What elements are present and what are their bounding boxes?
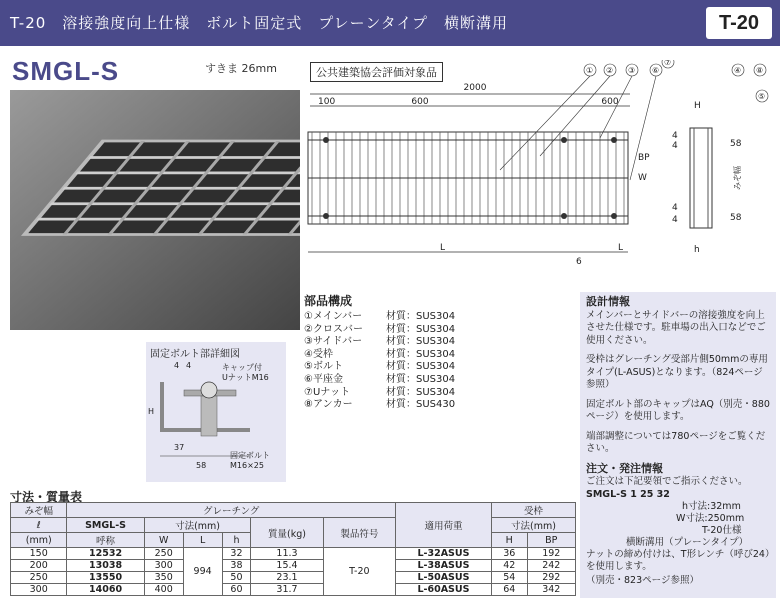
- cell-mass: 11.3: [251, 548, 323, 560]
- cell-BP: 292: [527, 572, 575, 584]
- parts-title: 部品構成: [304, 294, 353, 308]
- dim-58-a: 58: [730, 139, 742, 149]
- parts-list: [304, 292, 574, 412]
- dim-600-b: 600: [601, 97, 619, 107]
- table-row: [11, 548, 576, 560]
- callout-8: ⑧: [756, 66, 764, 75]
- cell-code: 13550: [67, 572, 144, 584]
- part-row: [304, 374, 574, 387]
- th-partno: 製品符号: [323, 518, 395, 548]
- callout-6: ⑥: [652, 66, 660, 75]
- part-row: [304, 336, 574, 349]
- label-mizohaba: みぞ幅: [733, 166, 742, 190]
- part-row: [304, 349, 574, 362]
- cell-mass: 31.7: [251, 584, 323, 596]
- callout-7: ⑦: [664, 60, 672, 67]
- bolt-detail-panel: [146, 342, 286, 482]
- part-row: [304, 387, 574, 400]
- dim-total-length: 2000: [463, 83, 487, 93]
- cell-mass: 15.4: [251, 560, 323, 572]
- cell-part: L-60ASUS: [396, 584, 492, 596]
- order-type: 横断溝用（プレーンタイプ）: [626, 536, 749, 548]
- dim-h: h: [694, 245, 700, 255]
- cell-width: 300: [11, 584, 67, 596]
- th-mm: (mm): [11, 533, 67, 548]
- technical-drawing: [300, 60, 778, 270]
- nut-info-text: ナットの締め付けは、T形レンチ（呼び24）を使用します。: [586, 548, 770, 572]
- page-title: T-20 溶接強度向上仕様 ボルト固定式 プレーンタイプ 横断溝用: [10, 14, 509, 32]
- cell-W: 300: [144, 560, 183, 572]
- th-load: 適用荷重: [396, 503, 492, 548]
- detail-bolt-size: M16×25: [230, 461, 264, 470]
- cell-code: 14060: [67, 584, 144, 596]
- table-row: [11, 572, 576, 584]
- bolt-detail-drawing: [146, 342, 286, 482]
- part-name: ⑦Uナット: [304, 386, 351, 398]
- th-sunpo: 寸法(mm): [144, 518, 251, 533]
- detail-nut-label: UナットM16: [222, 373, 269, 382]
- dim-L-2: L: [618, 243, 624, 253]
- cap-info-text: 固定ボルト部のキャップはAQ（別売・880ページ）を使用します。: [586, 398, 770, 422]
- table-row: [11, 560, 576, 572]
- part-material: 材質：SUS304: [386, 336, 456, 348]
- part-name: ①メインバー: [304, 311, 363, 322]
- dim-4-c: 4: [672, 203, 678, 213]
- th-W: W: [144, 533, 183, 548]
- callout-5: ⑤: [758, 92, 766, 101]
- part-row: [304, 311, 574, 324]
- info-panel: [580, 292, 776, 598]
- cell-h: 38: [222, 560, 251, 572]
- detail-dim-4-a: 4: [174, 361, 180, 370]
- dim-4-b: 4: [672, 141, 678, 151]
- cell-part: L-32ASUS: [396, 548, 492, 560]
- th-yobi: 呼称: [67, 533, 144, 548]
- part-material: 材質：SUS304: [386, 373, 456, 385]
- part-material: 材質：SUS304: [386, 348, 456, 360]
- part-material: 材質：SUS304: [386, 311, 456, 322]
- part-name: ②クロスバー: [304, 323, 363, 335]
- part-row: [304, 361, 574, 374]
- part-row: [304, 399, 574, 412]
- cell-part: L-38ASUS: [396, 560, 492, 572]
- part-material: 材質：SUS304: [386, 323, 456, 335]
- order-t: T-20仕様: [702, 524, 742, 536]
- cell-h: 60: [222, 584, 251, 596]
- callout-2: ②: [606, 66, 614, 75]
- dim-W: W: [638, 173, 647, 183]
- dim-H: H: [694, 101, 701, 111]
- part-name: ③サイドバー: [304, 336, 363, 348]
- part-name: ④受枠: [304, 348, 333, 360]
- part-material: 材質：SUS304: [386, 361, 456, 373]
- dim-BP: BP: [638, 153, 650, 163]
- cell-part: L-50ASUS: [396, 572, 492, 584]
- order-w: W寸法:250mm: [676, 512, 745, 524]
- product-model: SMGL-S: [12, 56, 120, 86]
- cell-width: 150: [11, 548, 67, 560]
- order-h: h寸法:32mm: [682, 500, 741, 512]
- frame-info-text: 受枠はグレーチング受部片側50mmの専用タイプ(L-ASUS)となります。（824ページ参照）: [586, 354, 768, 390]
- detail-dim-4-b: 4: [186, 361, 192, 370]
- part-name: ⑥平座金: [304, 373, 343, 385]
- callout-1: ①: [586, 66, 594, 75]
- th-model: SMGL-S: [67, 518, 144, 533]
- order-info-title: 注文・発注情報: [586, 461, 663, 475]
- cell-load: T-20: [323, 548, 395, 596]
- certification-badge: 公共建築協会評価対象品: [310, 62, 443, 82]
- cell-H: 42: [491, 560, 527, 572]
- detail-dim-37: 37: [174, 443, 185, 452]
- part-name: ⑤ボルト: [304, 361, 343, 373]
- th-l: ℓ: [11, 518, 67, 533]
- cell-code: 12532: [67, 548, 144, 560]
- grating-photo-illustration: [10, 90, 300, 330]
- spec-code-badge: T-20: [706, 7, 772, 39]
- cell-BP: 242: [527, 560, 575, 572]
- part-row: [304, 324, 574, 337]
- callout-3: ③: [628, 66, 636, 75]
- th-grating: グレーチング: [67, 503, 396, 518]
- part-material: 材質：SUS304: [386, 386, 456, 398]
- dim-4-a: 4: [672, 131, 678, 141]
- gap-label: すきま 26mm: [205, 62, 277, 75]
- cell-width: 250: [11, 572, 67, 584]
- dim-4-d: 4: [672, 215, 678, 225]
- dim-600-a: 600: [411, 97, 429, 107]
- product-photo: [10, 90, 300, 330]
- table-row: [11, 584, 576, 596]
- spec-table: [10, 502, 576, 596]
- th-H: H: [491, 533, 527, 548]
- cell-L: 994: [183, 548, 222, 596]
- cell-h: 32: [222, 548, 251, 560]
- th-mass: 質量(kg): [251, 518, 323, 548]
- cell-code: 13038: [67, 560, 144, 572]
- design-info-title: 設計情報: [586, 295, 630, 308]
- cell-BP: 342: [527, 584, 575, 596]
- order-example: [586, 489, 770, 599]
- cell-H: 64: [491, 584, 527, 596]
- th-h: h: [222, 533, 251, 548]
- cell-W: 400: [144, 584, 183, 596]
- th-mizohaba: みぞ幅: [11, 503, 67, 518]
- cell-mass: 23.1: [251, 572, 323, 584]
- part-material: 材質：SUS430: [386, 399, 456, 411]
- detail-dim-58: 58: [196, 461, 207, 470]
- nut-info-ref: （別売・823ページ参照）: [586, 574, 699, 586]
- cell-H: 54: [491, 572, 527, 584]
- design-info-text: メインバーとサイドバーの溶接強度を向上させた仕様です。駐車場の出入口などでご使用ください。: [586, 309, 766, 346]
- th-L: L: [183, 533, 222, 548]
- cell-BP: 192: [527, 548, 575, 560]
- dim-100: 100: [318, 97, 336, 107]
- order-info-text: ご注文は下記要領でご指示ください。: [586, 476, 748, 487]
- cell-H: 36: [491, 548, 527, 560]
- th-ukewaku: 受枠: [491, 503, 575, 518]
- detail-title: 固定ボルト部詳細図: [150, 349, 240, 360]
- detail-cap-label: キャップ付: [222, 363, 262, 372]
- cell-width: 200: [11, 560, 67, 572]
- dim-L: L: [440, 243, 446, 253]
- order-code: SMGL-S 1 25 32: [586, 488, 670, 500]
- part-name: ⑧アンカー: [304, 399, 353, 411]
- th-sunpo-2: 寸法(mm): [491, 518, 575, 533]
- end-info-text: 端部調整については780ページをご覧ください。: [586, 430, 766, 454]
- cell-W: 350: [144, 572, 183, 584]
- dim-58-b: 58: [730, 213, 742, 223]
- detail-bolt-label: 固定ボルト: [230, 451, 270, 460]
- cell-W: 250: [144, 548, 183, 560]
- dim-6: 6: [576, 257, 582, 267]
- detail-dim-H: H: [148, 407, 155, 416]
- th-BP: BP: [527, 533, 575, 548]
- page-header: [0, 0, 780, 46]
- callout-4: ④: [734, 66, 742, 75]
- cell-h: 50: [222, 572, 251, 584]
- table-title: 寸法・質量表: [10, 490, 83, 504]
